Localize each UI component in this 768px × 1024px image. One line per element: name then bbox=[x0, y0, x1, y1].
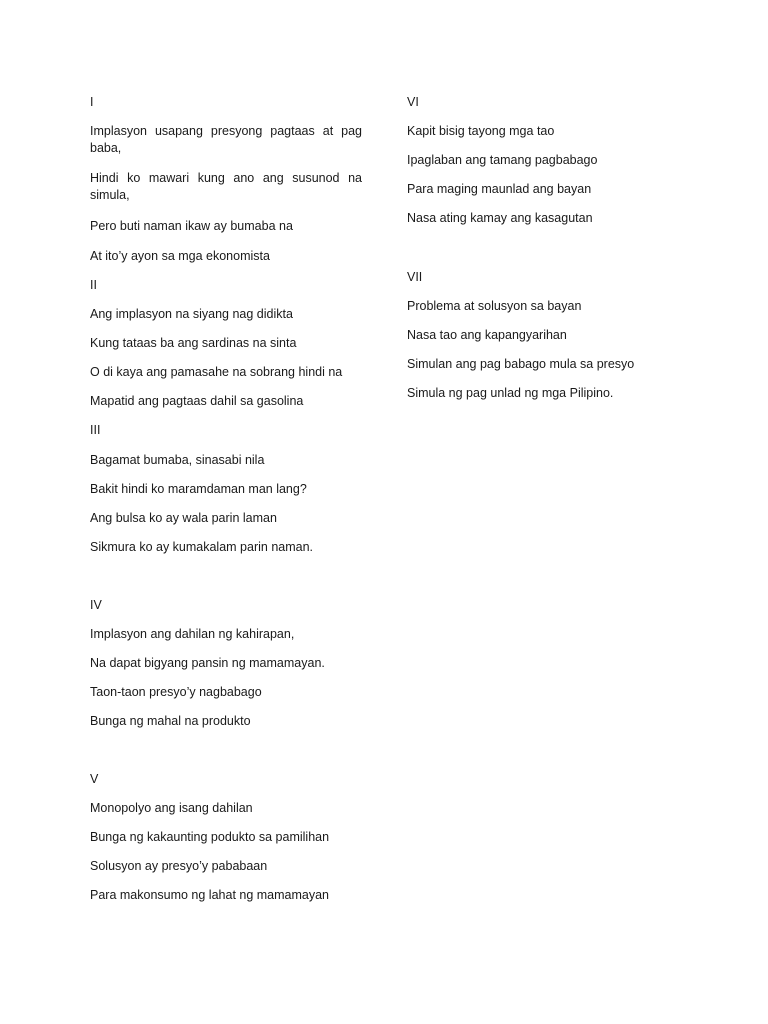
poem-line: Taon-taon presyo’y nagbabago bbox=[90, 685, 262, 699]
stanza-number: IV bbox=[90, 598, 102, 612]
poem-line: Monopolyo ang isang dahilan bbox=[90, 801, 253, 815]
poem-line: Solusyon ay presyo’y pababaan bbox=[90, 859, 268, 873]
poem-line: Nasa tao ang kapangyarihan bbox=[407, 328, 567, 342]
poem-line: Ang implasyon na siyang nag didikta bbox=[90, 307, 293, 321]
poem-line: Bunga ng mahal na produkto bbox=[90, 714, 251, 728]
stanza-number: VII bbox=[407, 270, 423, 284]
poem-line: Mapatid ang pagtaas dahil sa gasolina bbox=[90, 394, 304, 408]
poem-line: Bakit hindi ko maramdaman man lang? bbox=[90, 482, 307, 496]
poem-line: Simulan ang pag babago mula sa presyo bbox=[407, 357, 635, 371]
stanza-number: II bbox=[90, 278, 97, 292]
poem-line: Implasyon ang dahilan ng kahirapan, bbox=[90, 627, 295, 641]
poem-line: Para makonsumo ng lahat ng mamamayan bbox=[90, 888, 330, 902]
poem-line: Sikmura ko ay kumakalam parin naman. bbox=[90, 540, 314, 554]
poem-line: Ipaglaban ang tamang pagbabago bbox=[407, 153, 598, 167]
poem-line: Nasa ating kamay ang kasagutan bbox=[407, 211, 593, 225]
poem-line: O di kaya ang pamasahe na sobrang hindi na bbox=[90, 365, 343, 379]
poem-line: At ito’y ayon sa mga ekonomista bbox=[90, 249, 270, 263]
poem-line: Simula ng pag unlad ng mga Pilipino. bbox=[407, 386, 614, 400]
stanza-number: VI bbox=[407, 95, 419, 109]
stanza-number: III bbox=[90, 423, 101, 437]
poem-line: Pero buti naman ikaw ay bumaba na bbox=[90, 219, 293, 233]
poem-line: Bagamat bumaba, sinasabi nila bbox=[90, 453, 265, 467]
poem-line: Hindi ko mawari kung ano ang susunod na simula, bbox=[90, 171, 362, 202]
poem-line: Problema at solusyon sa bayan bbox=[407, 299, 582, 313]
stanza-number: V bbox=[90, 772, 99, 786]
poem-line: Para maging maunlad ang bayan bbox=[407, 182, 592, 196]
poem-line: Bunga ng kakaunting podukto sa pamilihan bbox=[90, 830, 330, 844]
poem-line: Ang bulsa ko ay wala parin laman bbox=[90, 511, 277, 525]
poem-line: Na dapat bigyang pansin ng mamamayan. bbox=[90, 656, 325, 670]
poem-line: Implasyon usapang presyong pagtaas at pag baba, bbox=[90, 124, 362, 155]
poem-line: Kung tataas ba ang sardinas na sinta bbox=[90, 336, 297, 350]
poem-line: Kapit bisig tayong mga tao bbox=[407, 124, 555, 138]
stanza-number: I bbox=[90, 95, 94, 109]
